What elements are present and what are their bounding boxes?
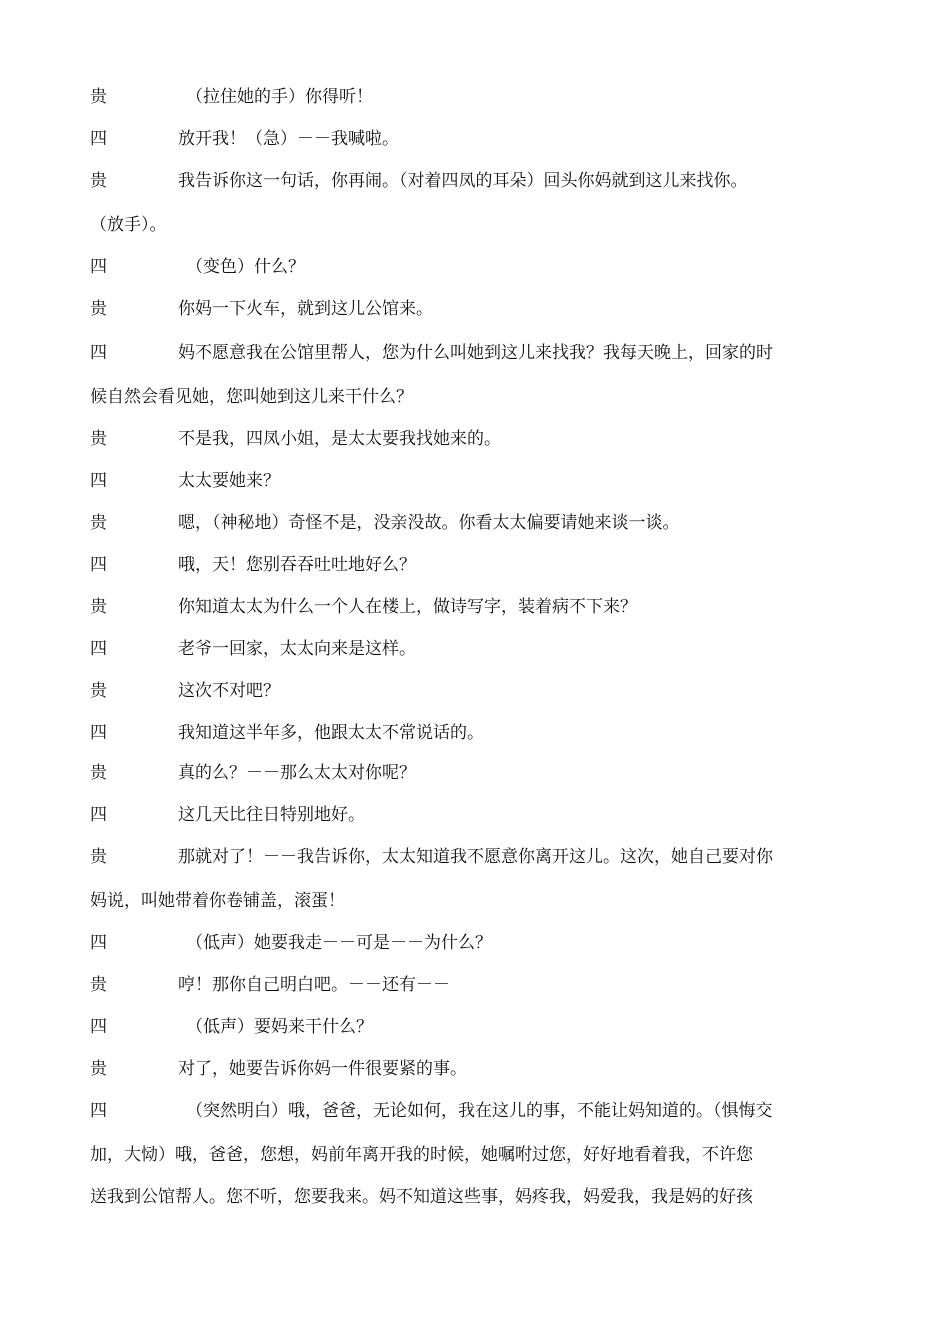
dialogue-text: 放开我！（急）－－我喊啦。 — [178, 129, 399, 149]
continuation-line — [0, 1142, 950, 1168]
speaker-name: 贵 — [90, 429, 107, 449]
dialogue-text: 那就对了！－－我告诉你，太太知道我不愿意你离开这儿。这次，她自己要对你 — [178, 847, 773, 867]
speaker-name: 四 — [90, 1101, 107, 1121]
dialogue-line — [0, 426, 950, 452]
dialogue-text: 嗯，（神秘地）奇怪不是，没亲没故。你看太太偏要请她来谈一谈。 — [178, 513, 680, 533]
dialogue-line — [0, 468, 950, 494]
speaker-name: 四 — [90, 723, 107, 743]
dialogue-text: 不是我，四凤小姐，是太太要我找她来的。 — [178, 429, 501, 449]
speaker-name: 四 — [90, 639, 107, 659]
dialogue-text: （低声）要妈来干什么？ — [186, 1017, 373, 1037]
speaker-name: 贵 — [90, 681, 107, 701]
dialogue-text: （变色）什么？ — [186, 257, 305, 277]
speaker-name: 四 — [90, 343, 107, 363]
dialogue-text: （放手）。 — [90, 215, 167, 235]
speaker-name: 贵 — [90, 847, 107, 867]
dialogue-text: 我知道这半年多，他跟太太不常说话的。 — [178, 723, 484, 743]
speaker-name: 四 — [90, 471, 107, 491]
dialogue-line — [0, 340, 950, 366]
speaker-name: 四 — [90, 805, 107, 825]
dialogue-text: 加，大恸）哦，爸爸，您想，妈前年离开我的时候，她嘱咐过您，好好地看着我，不许您 — [90, 1145, 753, 1165]
dialogue-text: 候自然会看见她，您叫她到这儿来干什么？ — [90, 387, 413, 407]
continuation-line — [0, 384, 950, 410]
dialogue-line — [0, 844, 950, 870]
speaker-name: 贵 — [90, 975, 107, 995]
dialogue-line — [0, 84, 950, 110]
dialogue-line — [0, 802, 950, 828]
dialogue-text: 这次不对吧？ — [178, 681, 280, 701]
dialogue-line — [0, 594, 950, 620]
continuation-line — [0, 212, 950, 238]
speaker-name: 贵 — [90, 171, 107, 191]
dialogue-text: 哦，天！您别吞吞吐吐地好么？ — [178, 555, 416, 575]
dialogue-text: （突然明白）哦，爸爸，无论如何，我在这儿的事，不能让妈知道的。（惧悔交 — [186, 1101, 773, 1121]
speaker-name: 贵 — [90, 299, 107, 319]
dialogue-line — [0, 1014, 950, 1040]
speaker-name: 四 — [90, 933, 107, 953]
speaker-name: 贵 — [90, 87, 107, 107]
continuation-line — [0, 888, 950, 914]
speaker-name: 四 — [90, 555, 107, 575]
dialogue-text: 妈说，叫她带着你卷铺盖，滚蛋！ — [90, 891, 345, 911]
dialogue-text: 哼！那你自己明白吧。－－还有－－ — [178, 975, 450, 995]
dialogue-line — [0, 760, 950, 786]
continuation-line — [0, 1184, 950, 1210]
dialogue-text: 真的么？－－那么太太对你呢？ — [178, 763, 416, 783]
dialogue-line — [0, 296, 950, 322]
dialogue-line — [0, 552, 950, 578]
speaker-name: 四 — [90, 1017, 107, 1037]
dialogue-line — [0, 168, 950, 194]
speaker-name: 贵 — [90, 597, 107, 617]
dialogue-text: 这几天比往日特别地好。 — [178, 805, 365, 825]
dialogue-text: 老爷一回家，太太向来是这样。 — [178, 639, 416, 659]
speaker-name: 贵 — [90, 763, 107, 783]
dialogue-text: （拉住她的手）你得听！ — [186, 87, 373, 107]
dialogue-text: 你知道太太为什么一个人在楼上，做诗写字，装着病不下来？ — [178, 597, 637, 617]
dialogue-text: 你妈一下火车，就到这儿公馆来。 — [178, 299, 433, 319]
dialogue-line — [0, 126, 950, 152]
speaker-name: 四 — [90, 257, 107, 277]
dialogue-text: 妈不愿意我在公馆里帮人，您为什么叫她到这儿来找我？我每天晚上，回家的时 — [178, 343, 773, 363]
dialogue-line — [0, 1056, 950, 1082]
speaker-name: 四 — [90, 129, 107, 149]
dialogue-line — [0, 972, 950, 998]
dialogue-line — [0, 1098, 950, 1124]
dialogue-text: 我告诉你这一句话，你再闹。（对着四凤的耳朵）回头你妈就到这儿来找你。 — [178, 171, 748, 191]
dialogue-line — [0, 254, 950, 280]
speaker-name: 贵 — [90, 1059, 107, 1079]
dialogue-line — [0, 720, 950, 746]
dialogue-text: 对了，她要告诉你妈一件很要紧的事。 — [178, 1059, 467, 1079]
dialogue-text: （低声）她要我走－－可是－－为什么？ — [186, 933, 492, 953]
speaker-name: 贵 — [90, 513, 107, 533]
dialogue-text: 送我到公馆帮人。您不听，您要我来。妈不知道这些事，妈疼我，妈爱我，我是妈的好孩 — [90, 1187, 753, 1207]
dialogue-line — [0, 678, 950, 704]
dialogue-line — [0, 510, 950, 536]
dialogue-line — [0, 636, 950, 662]
dialogue-line — [0, 930, 950, 956]
dialogue-text: 太太要她来？ — [178, 471, 280, 491]
